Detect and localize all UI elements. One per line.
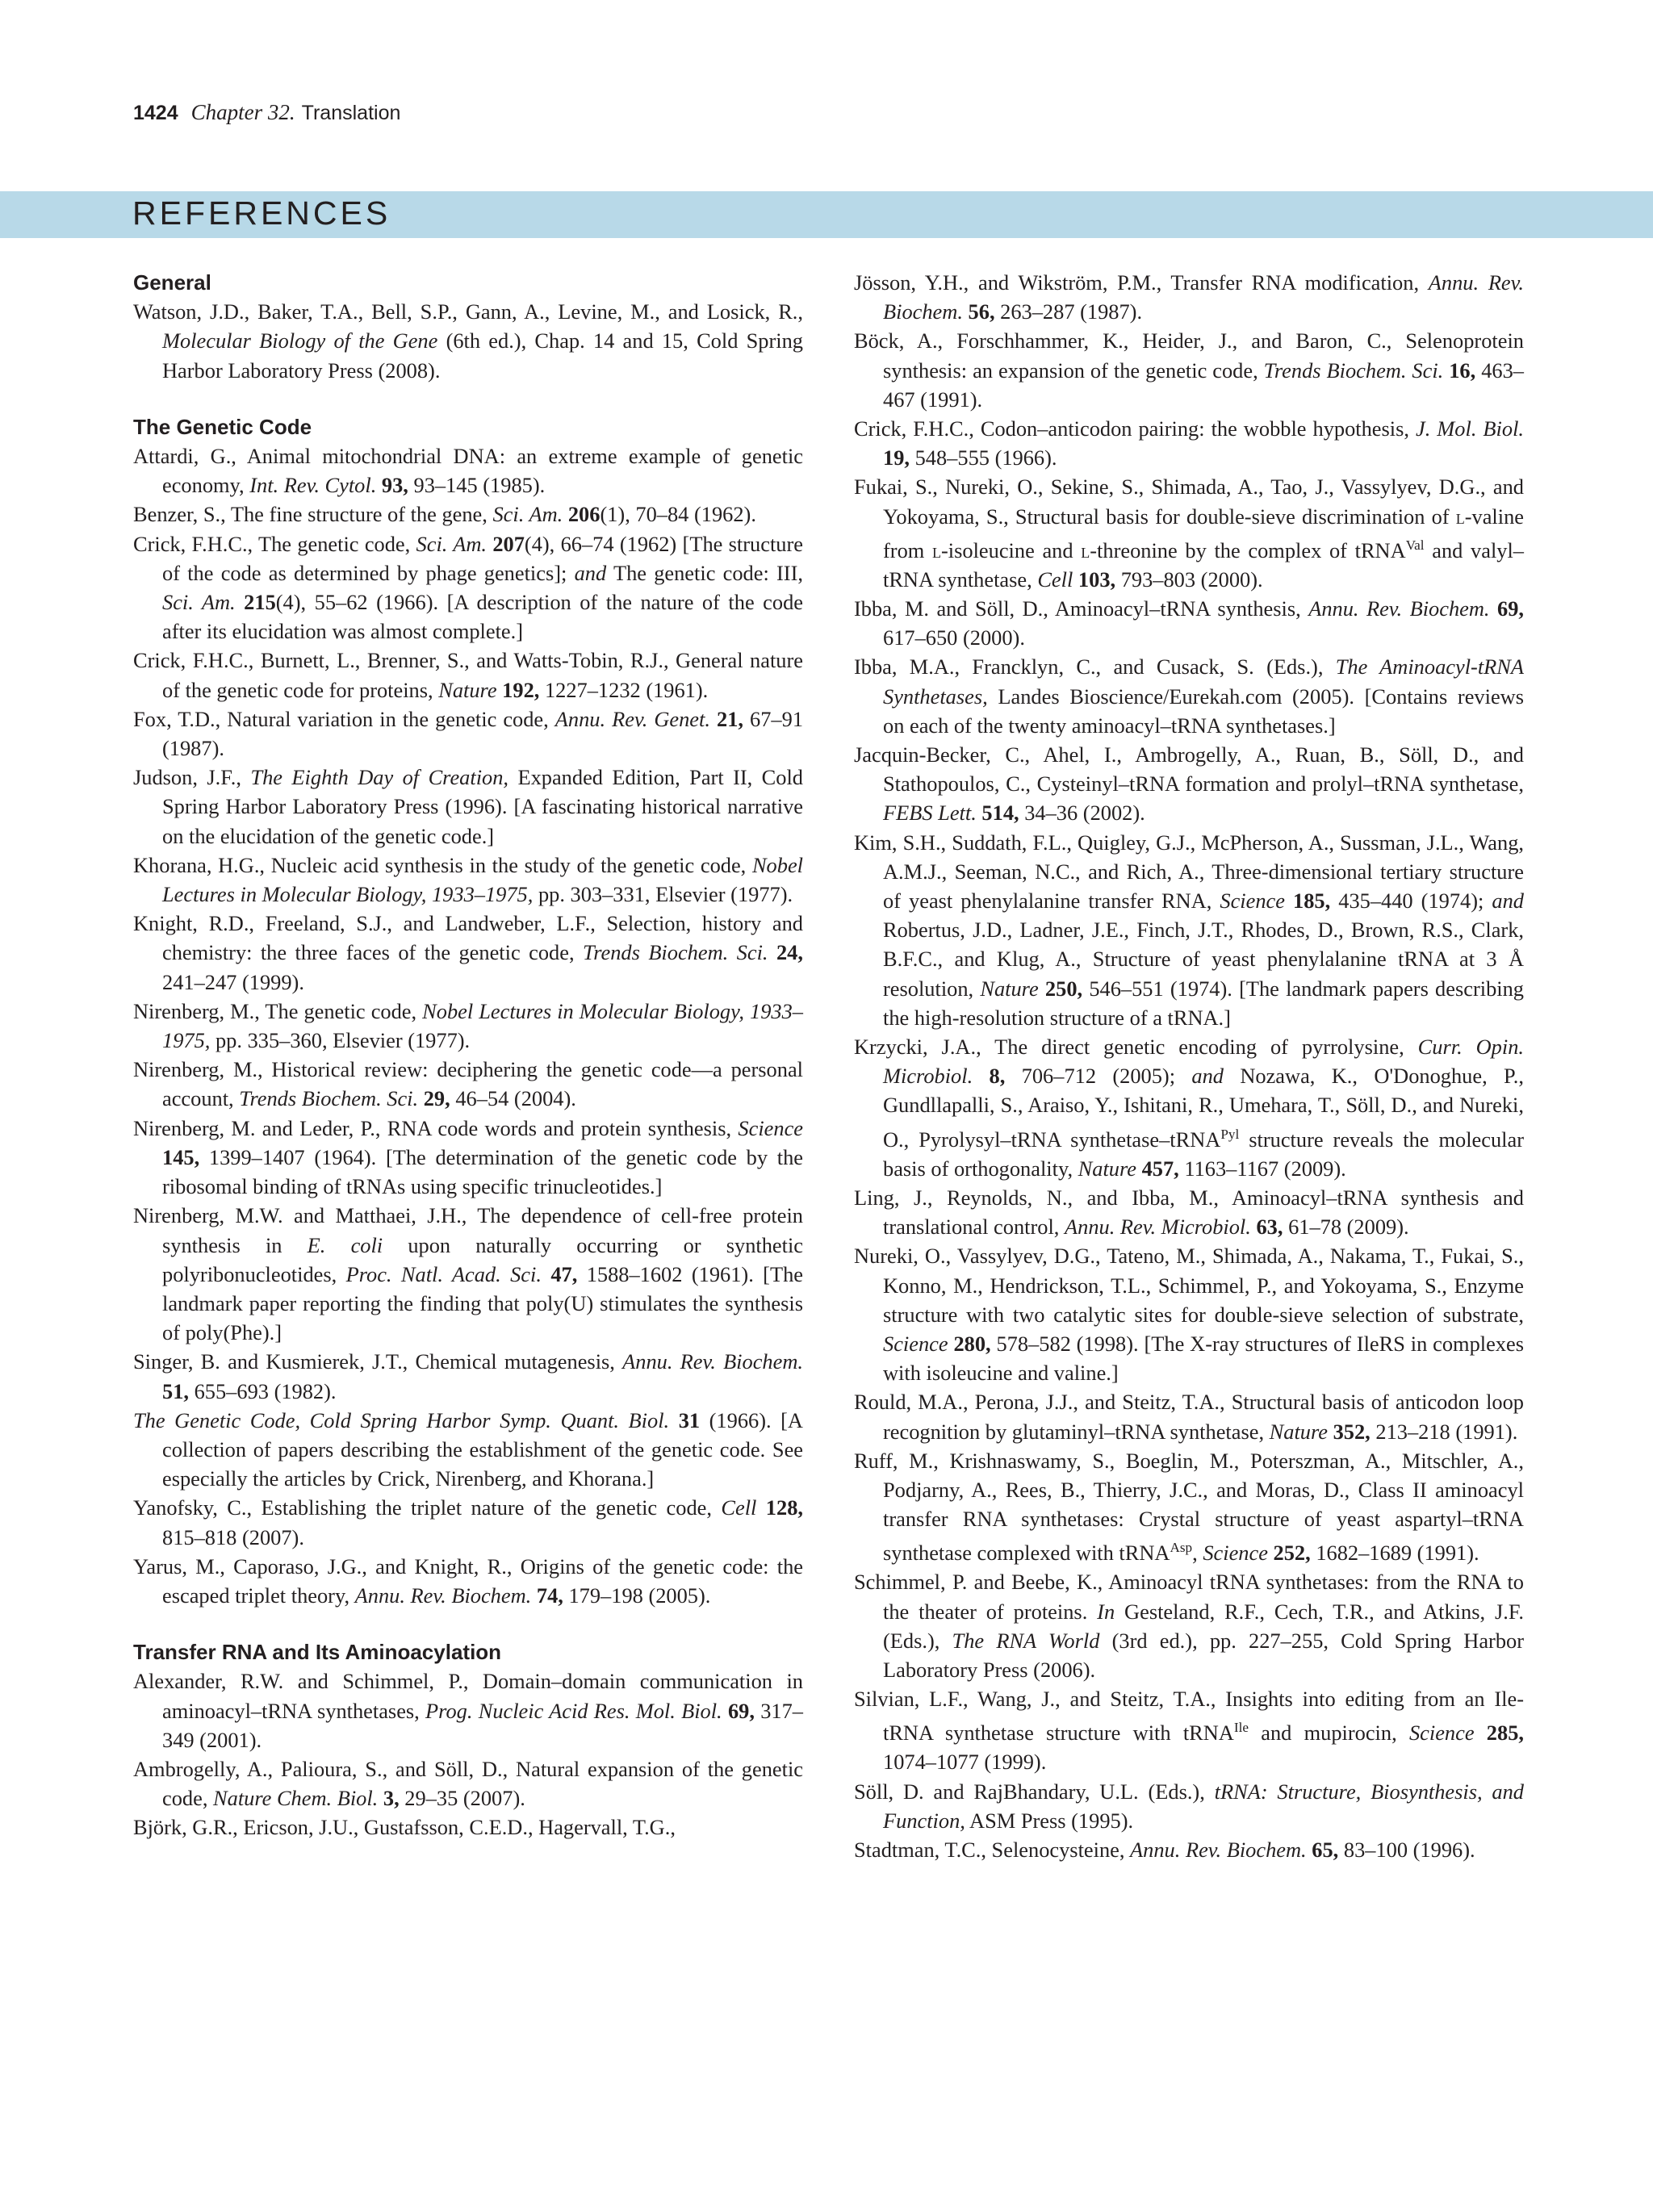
reference-entry: Ambrogelly, A., Palioura, S., and Söll, D., Natural expansion of the genetic code, Nature Chem. Biol. 3, 29–35 (2007). — [133, 1756, 803, 1811]
section-heading: Transfer RNA and Its Aminoacylation — [133, 1640, 502, 1665]
reference-entry: Judson, J.F., The Eighth Day of Creation, Expanded Edition, Part II, Cold Spring Harbor Laboratory Press (1996). [A fascinating historical narrative on the elucidation of the genetic code.] — [133, 765, 804, 848]
reference-entry: Björk, G.R., Ericson, J.U., Gustafsson, C.E.D., Hagervall, T.G., — [133, 1815, 676, 1840]
reference-entry: Alexander, R.W. and Schimmel, P., Domain–domain communication in aminoacyl–tRNA synthetases, Prog. Nucleic Acid Res. Mol. Biol. 69, 317–349 (2001). — [133, 1669, 804, 1752]
reference-entry: Watson, J.D., Baker, T.A., Bell, S.P., Gann, A., Levine, M., and Losick, R., Molecular Biology of the Gene (6th ed.), Chap. 14 and 15, Cold Spring Harbor Laboratory Press (2008). — [133, 299, 803, 383]
page-number: 1424 — [133, 102, 178, 124]
chapter-title: Translation — [301, 102, 401, 124]
reference-entry: Fukai, S., Nureki, O., Sekine, S., Shimada, A., Tao, J., Vassylyev, D.G., and Yokoyama, S., Structural basis for double-sieve discrimination of l-valine from l-isoleucine and l-threonine by the complex of tRNA$^{Val}$ and valyl–tRNA synthetase, Cell 103, 793–803 (2000). — [854, 475, 1525, 592]
section-heading: The Genetic Code — [133, 414, 312, 439]
reference-entry: Silvian, L.F., Wang, J., and Steitz, T.A., Insights into editing from an Ile-tRNA synthetase structure with tRNA$^{Ile}$ and mupirocin, Science 285, 1074–1077 (1999). — [854, 1687, 1524, 1775]
reference-entry: Nirenberg, M., Historical review: deciphering the genetic code—a personal account, Trends Biochem. Sci. 29, 46–54 (2004). — [133, 1057, 803, 1111]
reference-entry: Ibba, M.A., Francklyn, C., and Cusack, S. (Eds.), The Aminoacyl-tRNA Synthetases, Landes Bioscience/Eurekah.com (2005). [Contains reviews on each of the twenty aminoacyl–tRNA synthetases.] — [854, 654, 1524, 738]
reference-entry: Attardi, G., Animal mitochondrial DNA: an extreme example of genetic economy, Int. Rev. Cytol. 93, 93–145 (1985). — [133, 444, 803, 498]
reference-entry: Crick, F.H.C., Codon–anticodon pairing: the wobble hypothesis, J. Mol. Biol. 19, 548–555 (1966). — [854, 416, 1524, 470]
reference-entry: Kim, S.H., Suddath, F.L., Quigley, G.J., McPherson, A., Sussman, J.L., Wang, A.M.J., Seeman, N.C., and Rich, A., Three-dimensional tertiary structure of yeast phenylalanine transfer RNA, Science 185, 435–440 (1974); and Robertus, J.D., Ladner, J.E., Finch, J.T., Rhodes, D., Brown, R.S., Clark, B.F.C., and Klug, A., Structure of yeast phenylalanine tRNA at 3 Å resolution, Nature 250, 546–551 (1974). [The landmark papers describing the high-resolution structure of a tRNA.] — [854, 830, 1524, 1030]
reference-entry: Nirenberg, M., The genetic code, Nobel Lectures in Molecular Biology, 1933–1975, pp. 335–360, Elsevier (1977). — [133, 998, 803, 1053]
reference-entry: Böck, A., Forschhammer, K., Heider, J., and Baron, C., Selenoprotein synthesis: an expansion of the genetic code, Trends Biochem. Sci. 16, 463–467 (1991). — [854, 328, 1524, 412]
reference-entry: Nirenberg, M. and Leder, P., RNA code words and protein synthesis, Science 145, 1399–1407 (1964). [The determination of the genetic code by the ribosomal binding of tRNAs using specific trinucleotides.] — [133, 1115, 803, 1199]
left-column — [133, 268, 803, 1842]
reference-entry: Singer, B. and Kusmierek, J.T., Chemical mutagenesis, Annu. Rev. Biochem. 51, 655–693 (1982). — [133, 1349, 803, 1403]
running-header — [133, 100, 400, 125]
reference-entry: Schimmel, P. and Beebe, K., Aminoacyl tRNA synthetases: from the RNA to the theater of proteins. In Gesteland, R.F., Cech, T.R., and Atkins, J.F. (Eds.), The RNA World (3rd ed.), pp. 227–255, Cold Spring Harbor Laboratory Press (2006). — [854, 1570, 1524, 1682]
reference-entry: Stadtman, T.C., Selenocysteine, Annu. Rev. Biochem. 65, 83–100 (1996). — [854, 1837, 1475, 1862]
section-band — [0, 191, 1653, 238]
reference-entry: Krzycki, J.A., The direct genetic encoding of pyrrolysine, Curr. Opin. Microbiol. 8, 706–712 (2005); and Nozawa, K., O'Donoghue, P., Gundllapalli, S., Araiso, Y., Ishitani, R., Umehara, T., Söll, D., and Nureki, O., Pyrolysyl–tRNA synthetase–tRNA$^{Pyl}$ structure reveals the molecular basis of orthogonality, Nature 457, 1163–1167 (2009). — [854, 1035, 1524, 1181]
reference-entry: Söll, D. and RajBhandary, U.L. (Eds.), tRNA: Structure, Biosynthesis, and Function, ASM Press (1995). — [854, 1779, 1525, 1833]
reference-entry: Nureki, O., Vassylyev, D.G., Tateno, M., Shimada, A., Nakama, T., Fukai, S., Konno, M., Hendrickson, T.L., Schimmel, P., and Yokoyama, S., Enzyme structure with two catalytic sites for double-sieve selection of substrate, Science 280, 578–582 (1998). [The X-ray structures of IleRS in complexes with isoleucine and valine.] — [854, 1244, 1524, 1386]
reference-entry: Crick, F.H.C., The genetic code, Sci. Am. 207(4), 66–74 (1962) [The structure of the code as determined by phage genetics]; and The genetic code: III, Sci. Am. 215(4), 55–62 (1966). [A description of the nature of the code after its elucidation was almost complete.] — [133, 531, 803, 644]
section-heading: General — [133, 270, 211, 295]
section-title: REFERENCES — [132, 194, 391, 232]
reference-entry: Fox, T.D., Natural variation in the genetic code, Annu. Rev. Genet. 21, 67–91 (1987). — [133, 706, 804, 761]
chapter-label: Chapter 32. — [190, 100, 295, 124]
right-column — [854, 268, 1524, 1864]
reference-entry: Khorana, H.G., Nucleic acid synthesis in the study of the genetic code, Nobel Lectures in Molecular Biology, 1933–1975, pp. 303–331, Elsevier (1977). — [133, 852, 803, 907]
reference-entry: Benzer, S., The fine structure of the gene, Sci. Am. 206(1), 70–84 (1962). — [133, 502, 756, 527]
reference-entry: Ibba, M. and Söll, D., Aminoacyl–tRNA synthesis, Annu. Rev. Biochem. 69, 617–650 (2000). — [854, 596, 1524, 650]
reference-entry: The Genetic Code, Cold Spring Harbor Symp. Quant. Biol. 31 (1966). [A collection of papers describing the establishment of the genetic code. See especially the articles by Crick, Nirenberg, and Khorana.] — [133, 1407, 803, 1491]
reference-entry: Knight, R.D., Freeland, S.J., and Landweber, L.F., Selection, history and chemistry: the three faces of the genetic code, Trends Biochem. Sci. 24, 241–247 (1999). — [133, 911, 803, 994]
reference-entry: Ruff, M., Krishnaswamy, S., Boeglin, M., Poterszman, A., Mitschler, A., Podjarny, A., Rees, B., Thierry, J.C., and Moras, D., Class II aminoacyl transfer RNA synthetases: Crystal structure of yeast aspartyl–tRNA synthetase complexed with tRNA$^{Asp}$, Science 252, 1682–1689 (1991). — [854, 1448, 1524, 1566]
reference-entry: Yanofsky, C., Establishing the triplet nature of the genetic code, Cell 128, 815–818 (2007). — [133, 1495, 803, 1549]
reference-entry: Crick, F.H.C., Burnett, L., Brenner, S., and Watts-Tobin, R.J., General nature of the genetic code for proteins, Nature 192, 1227–1232 (1961). — [133, 648, 803, 702]
reference-entry: Nirenberg, M.W. and Matthaei, J.H., The dependence of cell-free protein synthesis in E. coli upon naturally occurring or synthetic polyribonucleotides, Proc. Natl. Acad. Sci. 47, 1588–1602 (1961). [The landmark paper reporting the finding that poly(U) stimulates the synthesis of poly(Phe).] — [133, 1203, 804, 1345]
reference-entry: Jacquin-Becker, C., Ahel, I., Ambrogelly, A., Ruan, B., Söll, D., and Stathopoulos, C., Cysteinyl–tRNA formation and prolyl–tRNA synthetase, FEBS Lett. 514, 34–36 (2002). — [854, 742, 1524, 826]
reference-entry: Yarus, M., Caporaso, J.G., and Knight, R., Origins of the genetic code: the escaped triplet theory, Annu. Rev. Biochem. 74, 179–198 (2005). — [133, 1553, 803, 1608]
reference-entry: Ling, J., Reynolds, N., and Ibba, M., Aminoacyl–tRNA synthesis and translational control, Annu. Rev. Microbiol. 63, 61–78 (2009). — [854, 1185, 1524, 1240]
reference-entry: Rould, M.A., Perona, J.J., and Steitz, T.A., Structural basis of anticodon loop recognition by glutaminyl–tRNA synthetase, Nature 352, 213–218 (1991). — [854, 1390, 1524, 1444]
reference-entry: Jösson, Y.H., and Wikström, P.M., Transfer RNA modification, Annu. Rev. Biochem. 56, 263–287 (1987). — [854, 270, 1525, 324]
